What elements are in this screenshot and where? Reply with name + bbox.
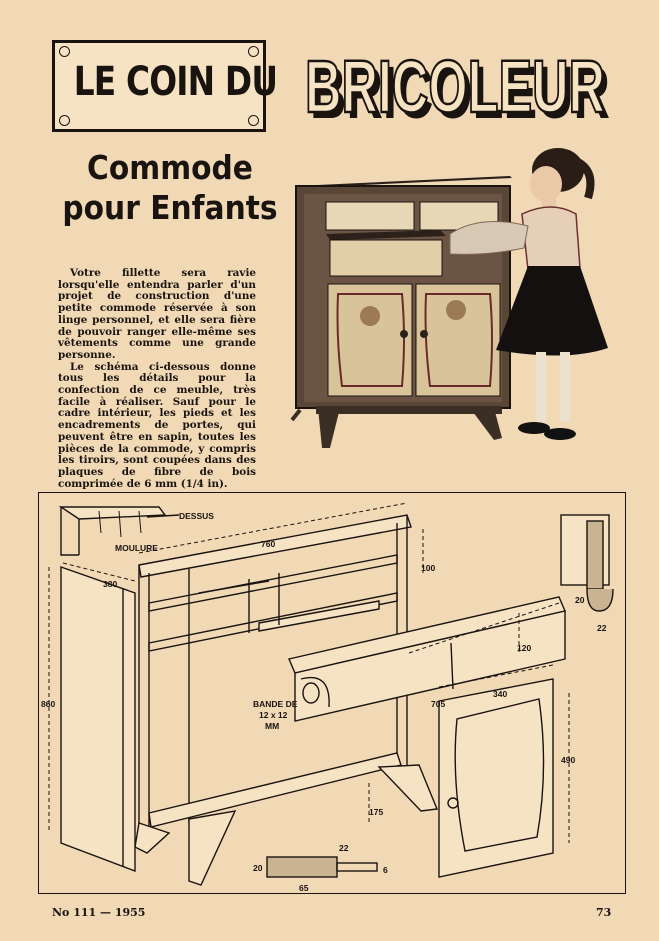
dim-6: 6 — [383, 865, 388, 875]
article-body — [58, 268, 256, 490]
dim-760: 760 — [261, 539, 276, 549]
construction-diagram — [38, 492, 626, 894]
screw-icon — [59, 115, 70, 126]
dim-22-top: 22 — [597, 623, 607, 633]
brand-word-text: BRICOLEUR — [305, 46, 605, 128]
issue-number: No 111 — 1955 — [52, 906, 146, 919]
dim-20-top: 20 — [575, 595, 585, 605]
dim-490: 490 — [561, 755, 576, 765]
dim-100: 100 — [421, 563, 436, 573]
dim-340: 340 — [493, 689, 508, 699]
dim-380: 380 — [103, 579, 118, 589]
title-line-2: pour Enfants — [62, 188, 278, 227]
article-title — [53, 148, 287, 228]
diagram-drawing — [39, 493, 626, 894]
dresser-photo — [290, 148, 620, 478]
dim-120: 120 — [517, 643, 532, 653]
brand-word — [300, 46, 612, 136]
label-bande-3: MM — [265, 721, 280, 731]
dim-22-bottom: 22 — [339, 843, 349, 853]
screw-icon — [248, 46, 259, 57]
label-dessus: DESSUS — [179, 511, 214, 521]
brand-word-shadow: BRICOLEUR — [310, 51, 610, 134]
dim-705: 705 — [431, 699, 446, 709]
label-moulure: MOULURE — [115, 543, 158, 553]
header-sign — [52, 40, 278, 132]
dresser-illustration — [292, 176, 512, 448]
dim-65: 65 — [299, 883, 309, 893]
dim-175: 175 — [369, 807, 384, 817]
paragraph-2: Le schéma ci-dessous donne tous les détails pour la confection de ce meuble, très facile à réaliser. Sauf pour le cadre intérieur, les pieds et les encadrements de portes, qui peuvent être en sapin, toutes les pièces de la commode, y compris les tiroirs, sont coupées dans des plaques de fibre de bois comprimée de 6 mm (1/4 in). — [58, 360, 256, 490]
title-line-1: Commode — [87, 148, 253, 187]
screw-icon — [248, 115, 259, 126]
page-number: 73 — [596, 906, 612, 919]
label-bande-1: BANDE DE — [253, 699, 298, 709]
sign-title: LE COIN DU — [73, 59, 278, 105]
paragraph-1: Votre fillette sera ravie lorsqu'elle entendra parler d'un projet de construction d'une petite commode réservée à son linge personnel, et elle sera fière de pouvoir ranger elle-même ses vêtements comme une grande personne. — [58, 267, 256, 361]
screw-icon — [59, 46, 70, 57]
dim-20-bottom: 20 — [253, 863, 263, 873]
dim-860: 860 — [41, 699, 56, 709]
label-bande-2: 12 x 12 — [259, 710, 288, 720]
